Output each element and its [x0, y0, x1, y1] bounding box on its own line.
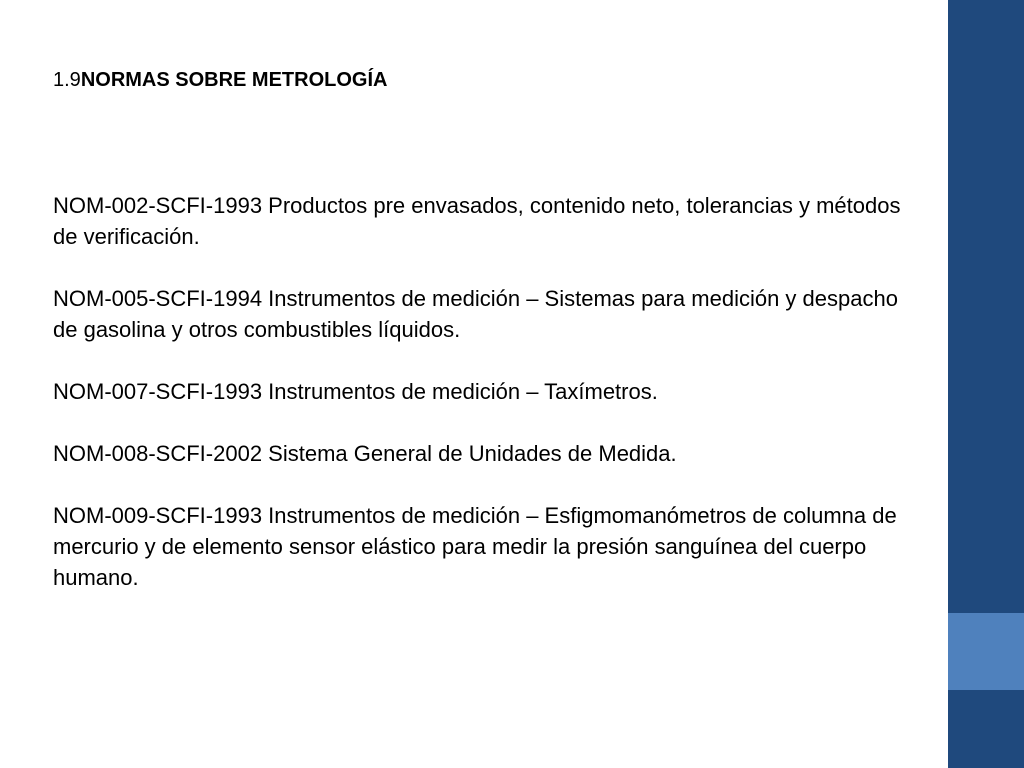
norm-item-nom-007: NOM-007-SCFI-1993 Instrumentos de medición – Taxímetros.: [53, 379, 658, 404]
norm-item-nom-002: NOM-002-SCFI-1993 Productos pre envasados, contenido neto, tolerancias y métodos de verificación.: [53, 193, 901, 249]
heading-number: 1.9: [53, 69, 81, 91]
norm-item-nom-008: NOM-008-SCFI-2002 Sistema General de Unidades de Medida.: [53, 441, 677, 466]
slide-heading: [53, 66, 387, 94]
norm-item-nom-009: NOM-009-SCFI-1993 Instrumentos de medición – Esfigmomanómetros de columna de mercurio y de elemento sensor elástico para medir la presión sanguínea del cuerpo humano.: [53, 503, 897, 590]
norms-list: [53, 190, 923, 593]
norm-item-nom-005: NOM-005-SCFI-1994 Instrumentos de medición – Sistemas para medición y despacho de gasolina y otros combustibles líquidos.: [53, 286, 898, 342]
sidebar-accent-block: [948, 613, 1024, 690]
heading-title: NORMAS SOBRE METROLOGÍA: [80, 69, 388, 91]
